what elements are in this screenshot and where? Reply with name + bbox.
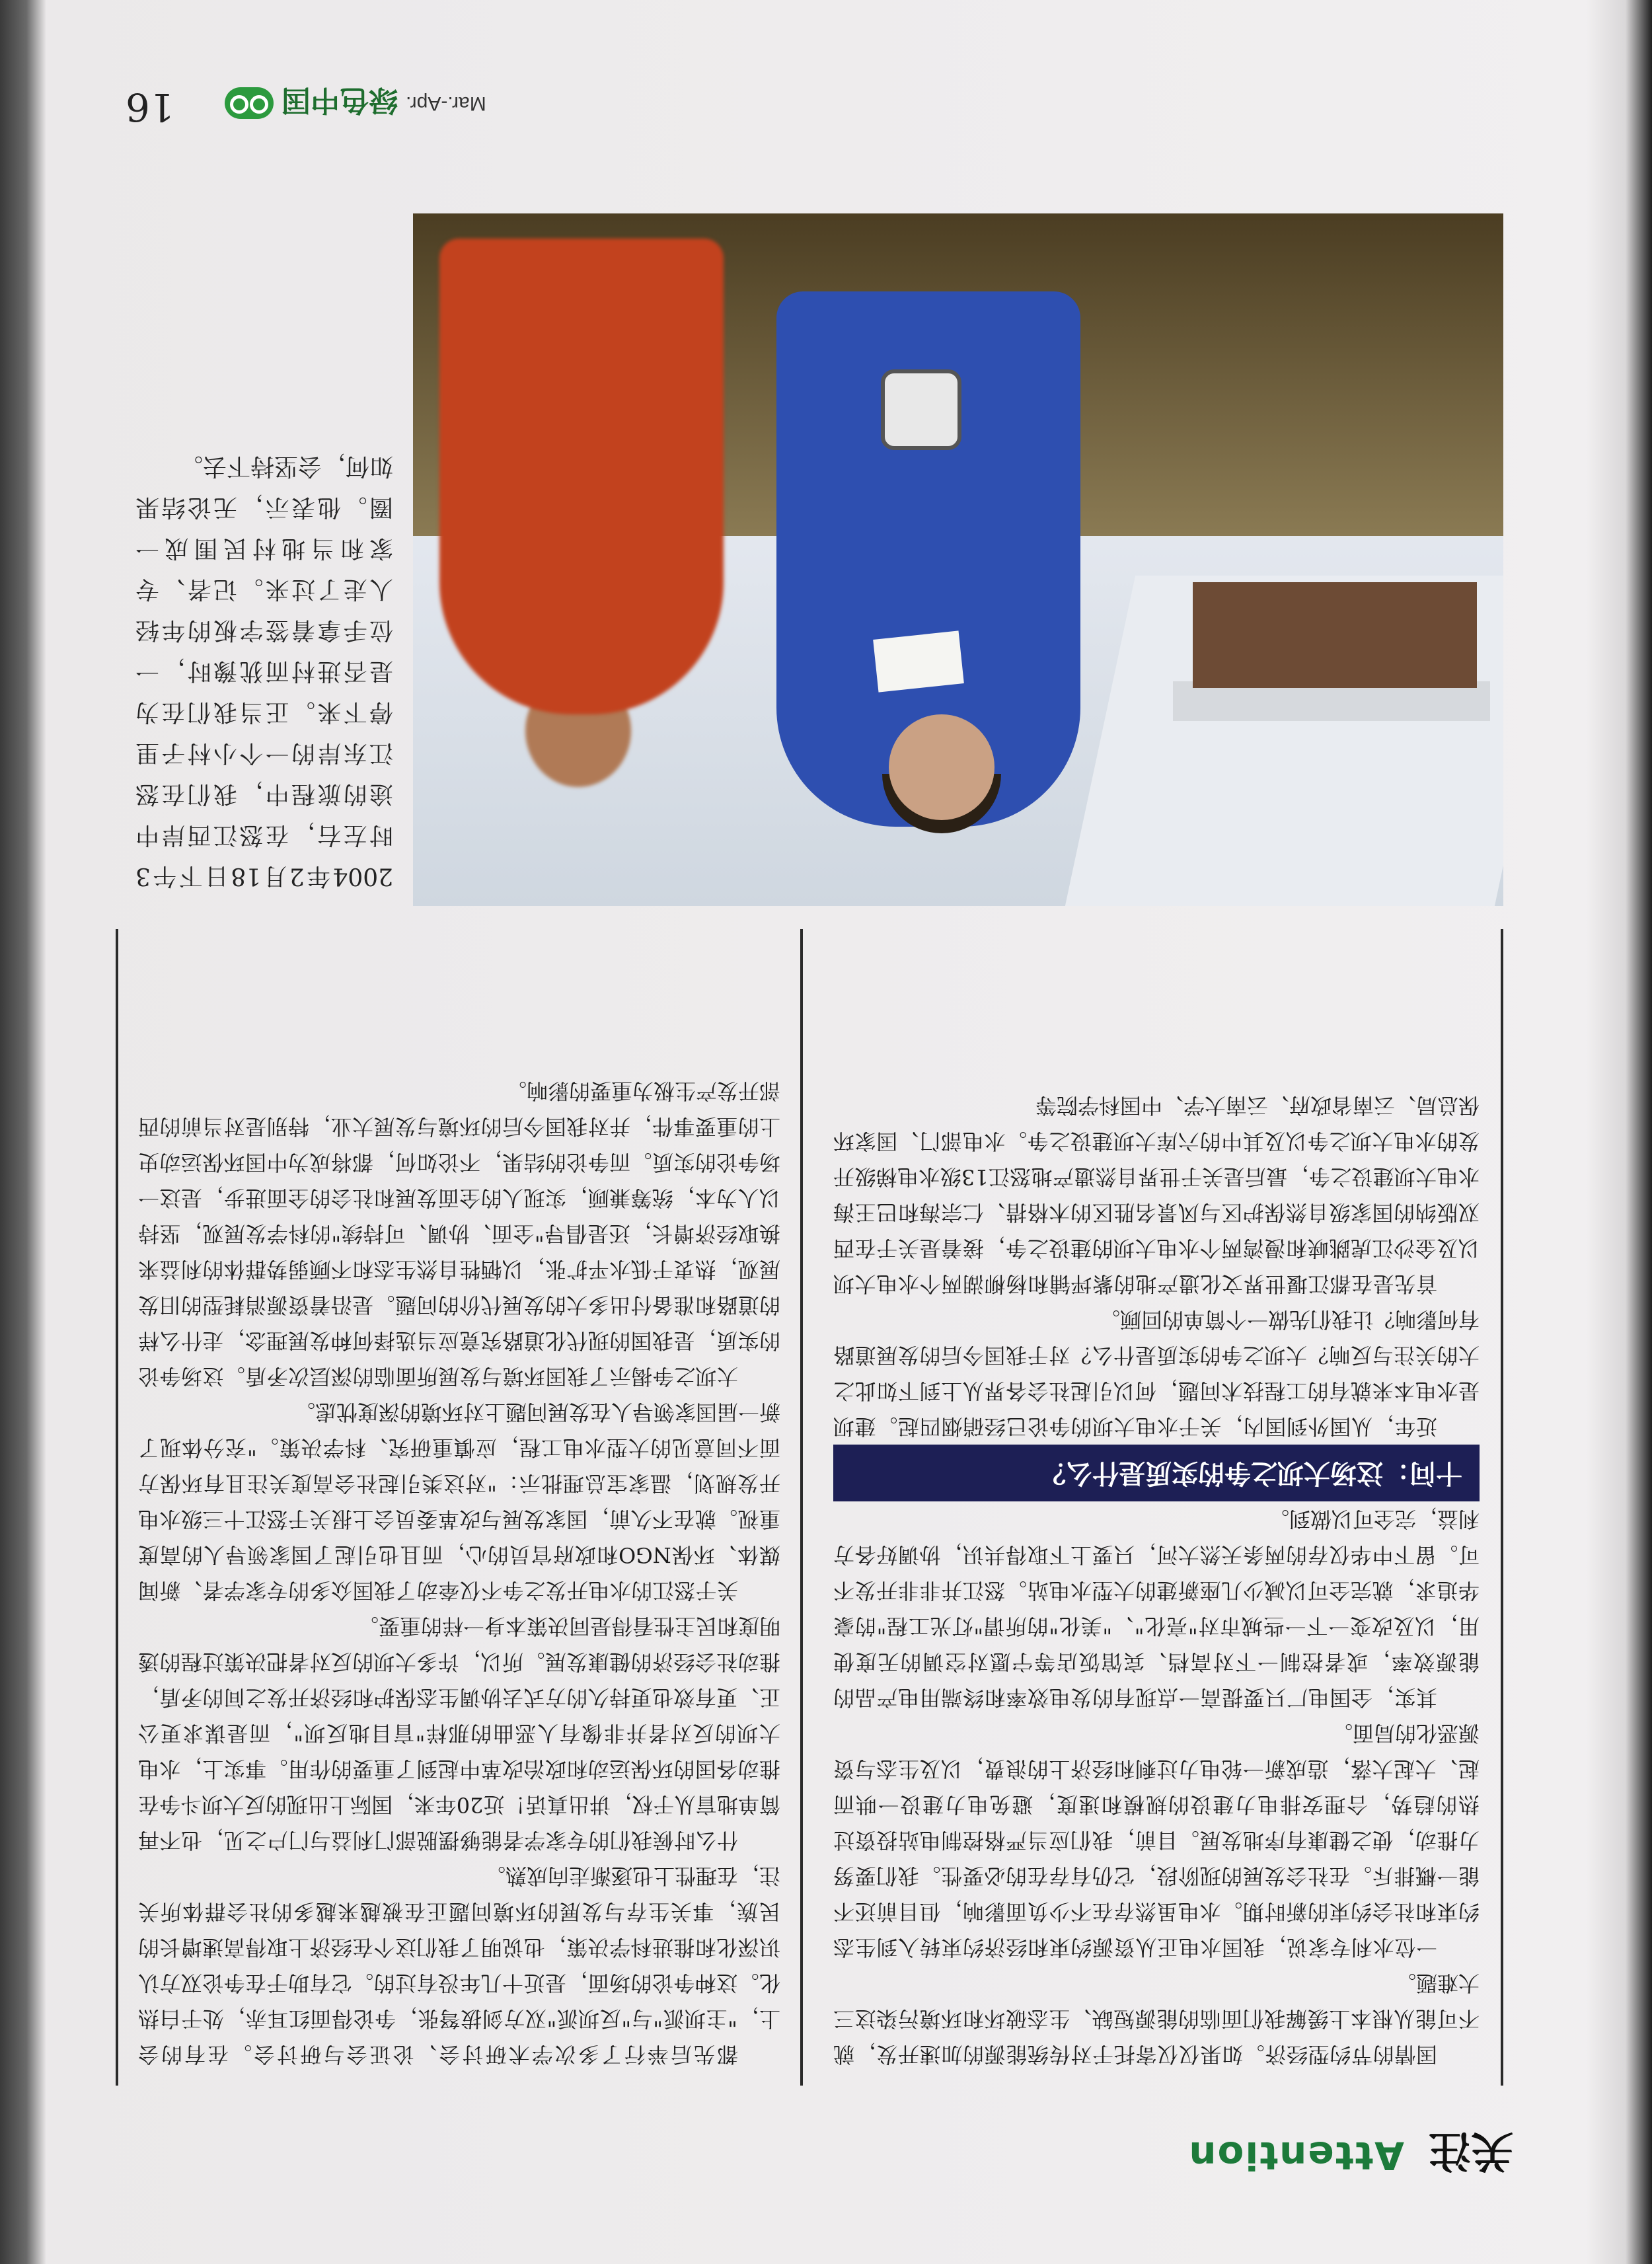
paragraph: 什么时候我们的专家学者能够摆脱部门利益与门户之见，也不再简单地盲从于权，讲出真话！近20年来，国际上出现的反大坝斗争在推动各国的环保运动和政治改革中起到了重要的作用。事实上，水电大坝的反对者并非像有人恶曲的那样"盲目地反坝"，而是谋求更公正、更有效也更持久的方式去协调生态保护和经济开发之间的矛盾，推动社会经济的健康发展。所以，许多大坝的反对者把决策过程的透明度和民主性看得是同决策本身一样的重要。: [138, 1614, 780, 1853]
paragraph: 都先后举行了多次学术研讨会、论证会与研讨会。在有的会上，"主坝派"与"反坝派"双方剑拔弩张，争论得面红耳赤，处于白热化。这种争论的场面，是近十几年没有过的。它有助于在争论双方认识深化和推进科学决策，也说明了我们这个在经济上取得高速增长的民族，事关生存与发展的环境问题正在被越来越多的社会群体所关注，在理性上也逐渐走向成熟。: [138, 1864, 780, 2067]
photo-caption: 2004年2月18日下午3时左右，在怒江西岸中途的旅程中，我们在怒江东岸的一个小村子里停下来。正当我们在为是否进村而犹豫时，一位手拿着签字板的年轻人走了过来。记者、专家和当地村民围成一圈。他表示，无论结果如何，会坚持下去。: [135, 453, 393, 889]
page-number: 16: [126, 85, 174, 130]
article-photo: [413, 213, 1503, 906]
paragraph: 一位水利专家说，我国水电正从资源约束和经济约束转入到生态约束和社会约束的新时期。水电虽然存在不少负面影响，但目前还不能一概排斥。在社会发展的现阶段，它仍有存在的必要性。我们要努力推动，使之健康有序地发展。目前，我们应当严格控制电站投资过热的趋势，合理安排电力建设的规模和速度，避免电力建设一哄而起、大起大落，造成新一轮电力过剩和经济上的浪费，以及生态与资源恶化的局面。: [833, 1721, 1480, 1960]
paragraph: 关于怒江的水电开发之争不仅牵动了我国众多的专家学者、新闻媒体、环保NGO和政府官员的心，而且也引起了国家领导人的高度重视。就在不久前，国家发展与改革委员会上报关于怒江十三级水电开发规划，温家宝总理批示："对这类引起社会高度关注且有环保方面不同意见的大型水电工程，应慎重研究、科学决策。"充分体现了新一届国家领导人在发展问题上对环境的深度忧虑。: [138, 1400, 780, 1603]
paragraph: 首先是在都江堰世界文化遗产地的紫坪铺和杨柳湖两个水电大坝以及金沙江虎跳峡和漫湾两个水电大坝的建设之争，接着是关于在西双版纳的国家级自然保护区与风景名胜区的木格措、仁宗海和巴王海水电大坝建设之争，最后是关于世界自然遗产地怒江13级水电梯级开发的水电大坝之争以及其中的六库大坝建设之争。水电部门、国家环保总局、云南省政府、云南大学、中国科学院等: [833, 1093, 1480, 1297]
magazine-logo: [225, 82, 486, 124]
camera-icon: [881, 369, 961, 450]
photo-person-red-coat: [439, 239, 724, 714]
page-footer: [126, 70, 1513, 130]
article-column-left: [816, 929, 1503, 2086]
page-header: [126, 2112, 1513, 2191]
paragraph: 其实，全国电厂只要提高一点现有的发电效率和终端用电产品的能源效率，或者控制一下对高档、宾馆饭店等宁愿对空调的无度使用，以及改变一下一些城市对"亮化"、"美化"的所谓"灯光工程"的豪华追求，就完全可以减少几座新建的大型水电站。怒江并非非开发不可。留下中华仅存的两条天然大河，只要上下取得共识，协调好各方利益，完全可以做到。: [833, 1507, 1480, 1710]
photo-house: [1193, 582, 1477, 688]
photo-paper: [873, 630, 964, 692]
paragraph: 近年，从国外到国内，关于水电大坝的争论已经硝烟四起。建坝是水电本来就有的工程技术问题，何以引起社会各界从上到下如此之大的关注与反响？大坝之争的实质是什么？对于我国今后的发展道路有何影响？让我们先做一个简单的回顾。: [833, 1307, 1480, 1439]
section-title-en: Attention: [1187, 2133, 1404, 2178]
issue-label: Mar.-Apr.: [406, 93, 486, 114]
paragraph: 大坝之争揭示了我国环境与发展所面临的深层次矛盾。这场争论的实质，是我国的现代化道路究竟应当选择何种发展理念，走什么样的道路和准备付出多大的发展代价的问题。是沿着资源消耗型的旧发展观，热衷于低水平扩张，以牺牲自然生态和不顾弱势群体的利益来换取经济增长，还是倡导"全面、协调、可持续"的科学发展观，坚持以人为本，统筹兼顾，实现人的全面发展和社会的全面进步，是这一场争论的实质。而争论的结果，不论如何，都将成为中国环保运动史上的重要事件，并对我国今后的环境与发展大业，特别是对当前的西部开发产生极为重要的影响。: [138, 1078, 780, 1389]
section-title-cn: 关注: [1429, 2126, 1513, 2175]
magazine-name: 绿色中国: [282, 83, 398, 117]
paragraph: 国情的节约型经济。如果仅仅寄托于对传统能源的加速开发，就不可能从根本上缓解我们面临的能源短缺、生态破坏和环境污染这三大难题。: [833, 1971, 1480, 2067]
article-column-right: [116, 929, 803, 2086]
photo-person-face: [889, 714, 995, 820]
section-subheading: 十问：这场大坝之争的实质是什么？: [833, 1445, 1480, 1501]
magazine-logo-icon: [225, 87, 274, 119]
